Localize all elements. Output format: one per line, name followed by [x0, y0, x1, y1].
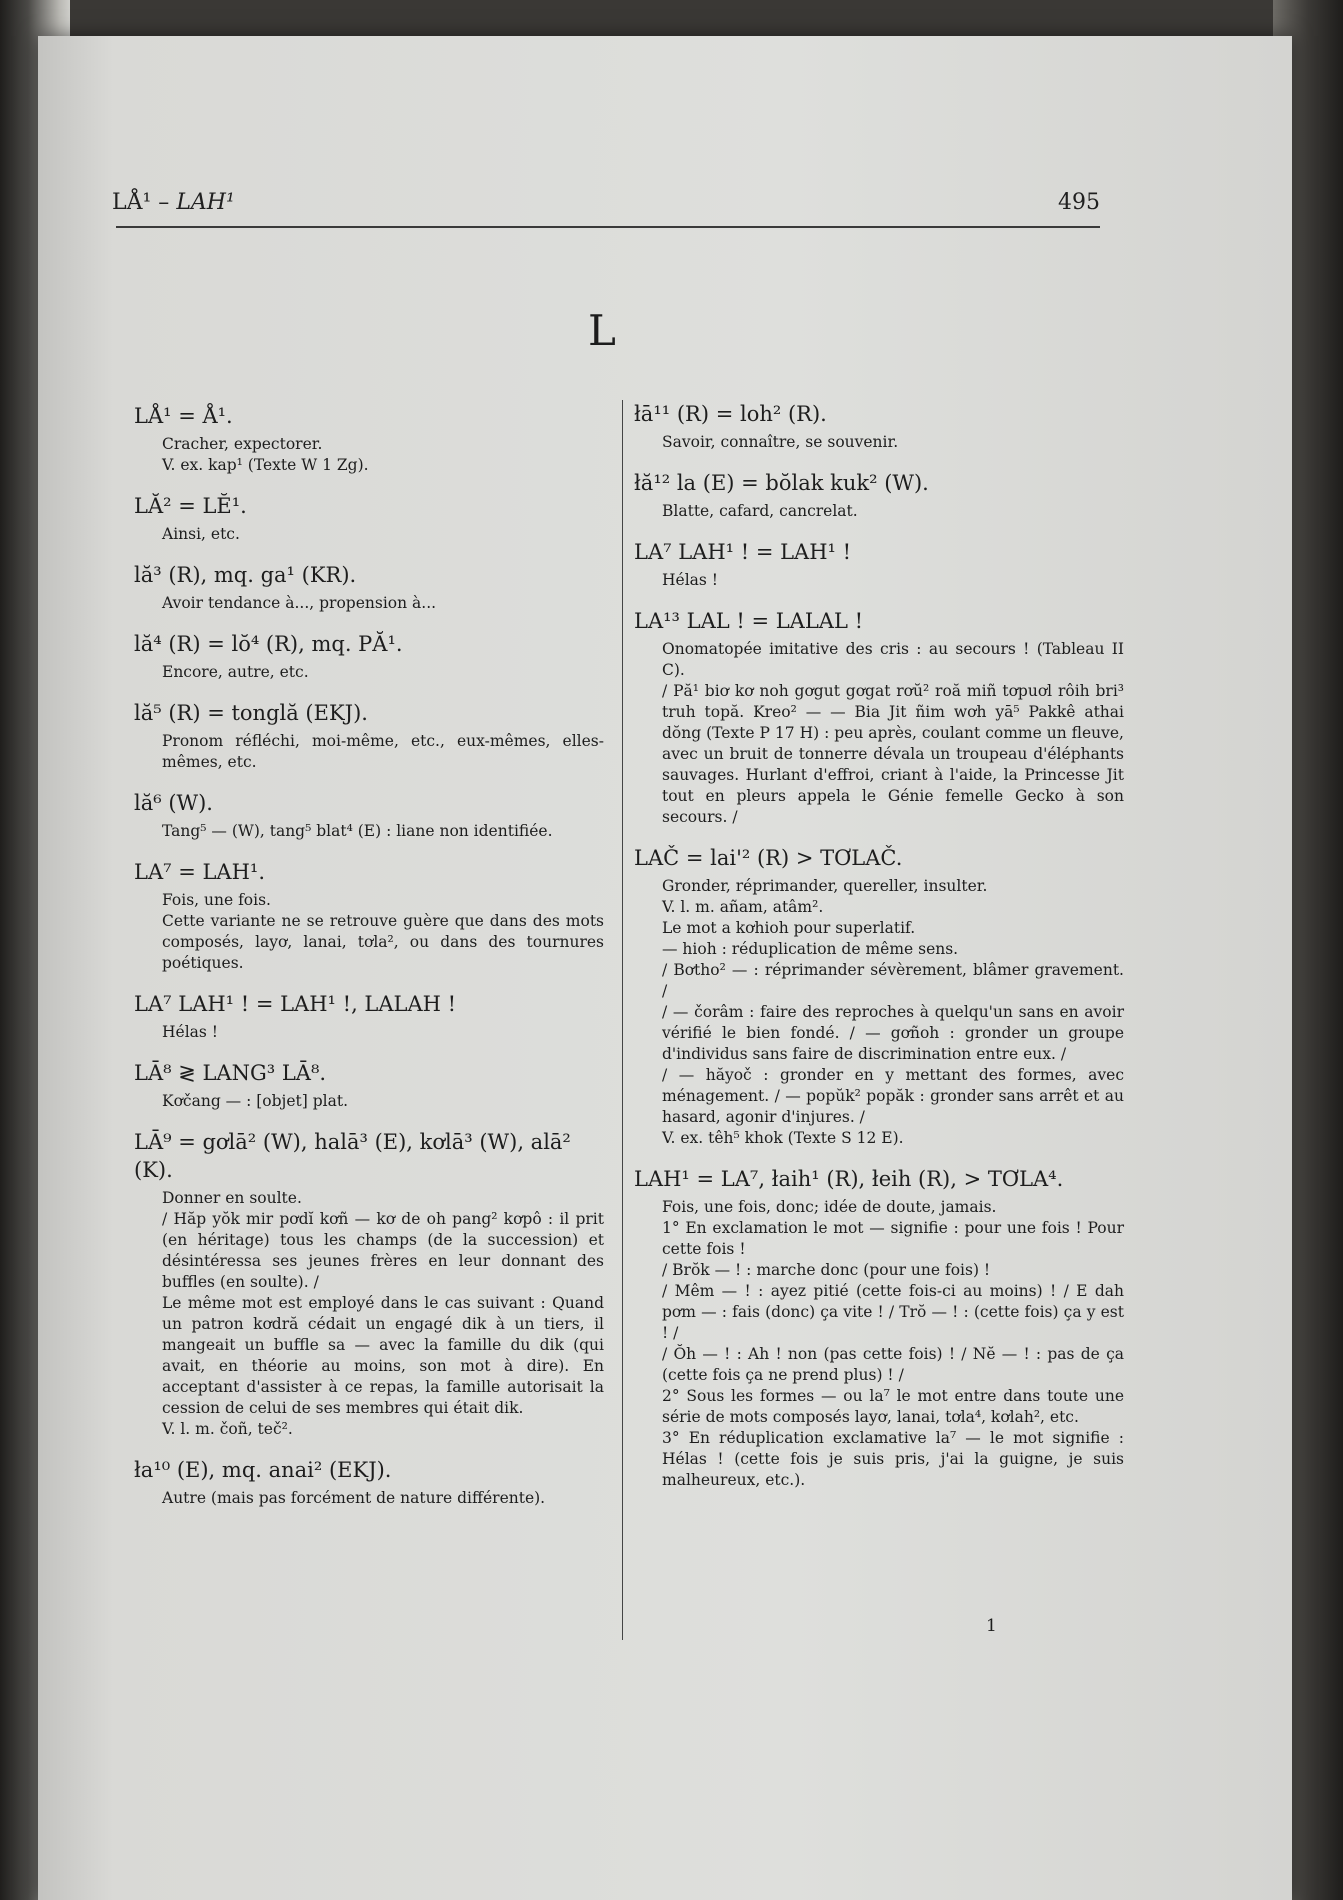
definition-line: / Mêm — ! : ayez pitié (cette fois-ci au moins) ! / E dah pơm — : fais (donc) ça vite ! / Trŏ — ! : (cette fois) ça y est ! / [662, 1282, 1124, 1342]
definition-line: Fois, une fois, donc; idée de doute, jamais. [662, 1198, 997, 1216]
entry-definition [134, 1022, 604, 1043]
entry-headword: LĀ⁹ = gơlā² (W), halā³ (E), kơlā³ (W), alā² (K). [134, 1130, 571, 1182]
entry-definition [634, 639, 1124, 828]
entry-headword: łā¹¹ (R) = loh² (R). [634, 402, 827, 426]
definition-line: 1° En exclamation le mot — signifie : pour une fois ! Pour cette fois ! [662, 1219, 1124, 1258]
entry-headword: LA⁷ LAH¹ ! = LAH¹ ! [634, 540, 852, 564]
entry-headword: LA⁷ = LAH¹. [134, 860, 265, 884]
entry-definition [634, 570, 1124, 591]
dictionary-entry [134, 561, 604, 614]
definition-line: Avoir tendance à..., propension à... [162, 594, 437, 612]
entry-headword: LÅ¹ = Å¹. [134, 404, 233, 428]
dictionary-entry [134, 630, 604, 683]
entry-definition [134, 524, 604, 545]
page-number: 495 [1058, 190, 1100, 215]
dictionary-entry [634, 1165, 1124, 1491]
definition-line: — hioh : réduplication de même sens. [662, 940, 959, 958]
definition-line: Blatte, cafard, cancrelat. [662, 502, 858, 520]
definition-line: 2° Sous les formes — ou la⁷ le mot entre dans toute une série de mots composés layơ, lanai, tơla⁴, kơlah², etc. [662, 1387, 1124, 1426]
header-title-part2: LAH¹ [176, 190, 235, 215]
definition-line: V. ex. têh⁵ khok (Texte S 12 E). [662, 1129, 904, 1147]
entry-definition [134, 1091, 604, 1112]
dictionary-entry [134, 789, 604, 842]
dictionary-entry [634, 538, 1124, 591]
definition-line: / — hăyoč : gronder en y mettant des formes, avec ménagement. / — popŭk² popăk : gronder sans arrêt et au hasard, agonir d'injures. / [662, 1066, 1124, 1126]
right-column [634, 400, 1124, 1507]
dictionary-entry [134, 1128, 604, 1440]
definition-line: Encore, autre, etc. [162, 663, 309, 681]
entry-definition [134, 1488, 604, 1509]
entry-headword: lă³ (R), mq. ga¹ (KR). [134, 563, 357, 587]
definition-line: / Hăp yŏk mir pơdĭ kơñ — kơ de oh pang² kơpô : il prit (en héritage) tous les champs (de la succession) et désintéressa ses jeunes frères en leur donnant des buffles (en soulte). / [162, 1210, 604, 1291]
footer-mark: 1 [986, 1616, 997, 1636]
definition-line: Savoir, connaître, se souvenir. [662, 433, 899, 451]
definition-line: / Brŏk — ! : marche donc (pour une fois) ! [662, 1261, 991, 1279]
dictionary-entry [134, 990, 604, 1043]
definition-line: 3° En réduplication exclamative la⁷ — le mot signifie : Hélas ! (cette fois je suis pris, j'ai la guigne, je suis malheureux, etc.). [662, 1429, 1124, 1489]
definition-line: / Ŏh — ! : Ah ! non (pas cette fois) ! / Nĕ — ! : pas de ça (cette fois ça ne prend plus) ! / [662, 1345, 1124, 1384]
dictionary-entry [134, 492, 604, 545]
entry-definition [634, 876, 1124, 1149]
definition-line: V. ex. kap¹ (Texte W 1 Zg). [162, 456, 369, 474]
entry-headword: lă⁵ (R) = tonglă (EKJ). [134, 701, 368, 725]
definition-line: Fois, une fois. [162, 891, 271, 909]
entry-headword: lă⁶ (W). [134, 791, 213, 815]
entry-headword: LA⁷ LAH¹ ! = LAH¹ !, LALAH ! [134, 992, 457, 1016]
entry-headword: LAH¹ = LA⁷, łaih¹ (R), łeih (R), > TƠLA⁴. [634, 1167, 1064, 1191]
definition-line: V. l. m. añam, atâm². [662, 898, 824, 916]
entry-definition [134, 662, 604, 683]
definition-line: Hélas ! [662, 571, 718, 589]
definition-line: Le même mot est employé dans le cas suivant : Quand un patron kơdră cédait un engagé dik à un tiers, il mangeait un buffle sa — avec la famille du dik (qui avait, en théorie au moins, son mot à dire). En acceptant d'assister à ce repas, la famille autorisait la cession de celui de ses membres qui était dik. [162, 1294, 604, 1417]
definition-line: Donner en soulte. [162, 1189, 302, 1207]
definition-line: Kơčang — : [objet] plat. [162, 1092, 348, 1110]
dictionary-entry [134, 402, 604, 476]
left-column [134, 402, 604, 1525]
entry-headword: LĀ⁸ ≷ LANG³ LĀ⁸. [134, 1061, 327, 1085]
definition-line: / Bơtho² — : réprimander sévèrement, blâmer gravement. / [662, 961, 1124, 1000]
definition-line: / Pă¹ biơ kơ noh gơgut gơgat rơŭ² roă miñ tơpuơl rôih bri³ truh topă. Kreo² — — Bia Jit ñim wơh yā⁵ Pakkê athai dŏng (Texte P 17 H) : peu après, coulant comme un fleuve, avec un bruit de tonnerre dévala un troupeau d'éléphants sauvages. Hurlant d'effroi, criant à l'aide, la Princesse Jit tout en pleurs appela le Génie femelle Gecko à son secours. / [662, 682, 1124, 826]
entry-headword: LĂ² = LĔ¹. [134, 494, 247, 518]
section-letter: L [588, 306, 616, 355]
definition-line: Hélas ! [162, 1023, 218, 1041]
dictionary-entry [634, 844, 1124, 1149]
definition-line: Cracher, expectorer. [162, 435, 323, 453]
definition-line: Tang⁵ — (W), tang⁵ blat⁴ (E) : liane non identifiée. [162, 822, 553, 840]
entry-definition [134, 821, 604, 842]
column-divider [622, 400, 623, 1640]
entry-headword: LAČ = lai'² (R) > TƠLAČ. [634, 846, 903, 870]
header-title-part1: LÅ¹ – [112, 190, 177, 215]
definition-line: Autre (mais pas forcément de nature différente). [162, 1489, 546, 1507]
dictionary-entry [134, 858, 604, 974]
dictionary-entry [134, 1456, 604, 1509]
header-title [112, 190, 235, 215]
definition-line: Gronder, réprimander, quereller, insulter. [662, 877, 988, 895]
entry-definition [134, 1188, 604, 1440]
definition-line: V. l. m. čoñ, teč². [162, 1420, 293, 1438]
entry-headword: ła¹⁰ (E), mq. anai² (EKJ). [134, 1458, 392, 1482]
definition-line: Ainsi, etc. [162, 525, 240, 543]
dictionary-entry [634, 607, 1124, 828]
entry-headword: lă⁴ (R) = lŏ⁴ (R), mq. PĂ¹. [134, 632, 403, 656]
entry-definition [134, 731, 604, 773]
dictionary-entry [634, 400, 1124, 453]
entry-definition [634, 1197, 1124, 1491]
definition-line: / — čorâm : faire des reproches à quelqu'un sans en avoir vérifié le bien fondé. / — gơñoh : gronder un groupe d'individus sans faire de discrimination entre eux. / [662, 1003, 1124, 1063]
running-header [112, 190, 1100, 224]
definition-line: Cette variante ne se retrouve guère que dans des mots composés, layơ, lanai, tơla², ou dans des tournures poétiques. [162, 912, 604, 972]
entry-headword: LA¹³ LAL ! = LALAL ! [634, 609, 864, 633]
dictionary-entry [634, 469, 1124, 522]
header-rule [116, 226, 1100, 228]
definition-line: Le mot a kơhioh pour superlatif. [662, 919, 916, 937]
entry-definition [634, 432, 1124, 453]
entry-headword: łă¹² la (E) = bŏlak kuk² (W). [634, 471, 929, 495]
definition-line: Pronom réfléchi, moi-même, etc., eux-mêmes, elles-mêmes, etc. [162, 732, 604, 771]
entry-definition [134, 434, 604, 476]
entry-definition [634, 501, 1124, 522]
dictionary-entry [134, 1059, 604, 1112]
entry-definition [134, 593, 604, 614]
definition-line: Onomatopée imitative des cris : au secours ! (Tableau II C). [662, 640, 1124, 679]
dictionary-entry [134, 699, 604, 773]
entry-definition [134, 890, 604, 974]
